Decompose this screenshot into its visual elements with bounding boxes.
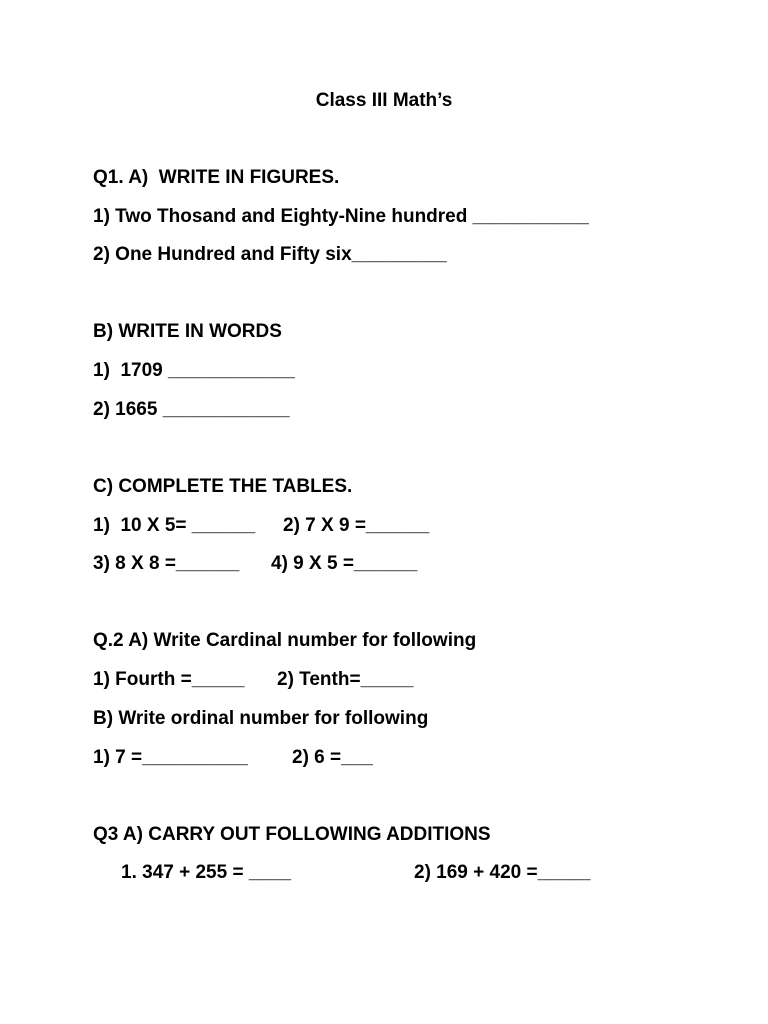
q2-a-item-1: 1) Fourth =_____ (93, 669, 245, 690)
q2-b-item-2: 2) 6 =___ (292, 747, 373, 768)
q1-c-heading: C) COMPLETE THE TABLES. (93, 476, 353, 497)
q3-heading: Q3 A) CARRY OUT FOLLOWING ADDITIONS (93, 824, 491, 845)
q1-b-heading: B) WRITE IN WORDS (93, 321, 282, 342)
q1-b-item-1: 1) 1709 ____________ (93, 360, 295, 381)
q3-item-1: 1. 347 + 255 = ____ (121, 862, 292, 883)
q3-item-2: 2) 169 + 420 =_____ (414, 862, 591, 883)
page-title: Class III Math’s (315, 90, 453, 111)
q2-a-item-2: 2) Tenth=_____ (277, 669, 414, 690)
q1-c-item-1: 1) 10 X 5= ______ (93, 515, 256, 536)
q1-c-item-3: 3) 8 X 8 =______ (93, 553, 240, 574)
q1-heading: Q1. A) WRITE IN FIGURES. (93, 167, 340, 188)
q1-c-item-4: 4) 9 X 5 =______ (271, 553, 418, 574)
q1-c-item-2: 2) 7 X 9 =______ (283, 515, 430, 536)
q2-b-item-1: 1) 7 =__________ (93, 747, 248, 768)
q1-item-1: 1) Two Thosand and Eighty-Nine hundred ___________ (93, 206, 589, 227)
q2-a-heading: Q.2 A) Write Cardinal number for following (93, 630, 477, 651)
q1-b-item-2: 2) 1665 ____________ (93, 399, 290, 420)
q2-b-heading: B) Write ordinal number for following (93, 708, 429, 729)
q1-item-2: 2) One Hundred and Fifty six_________ (93, 244, 447, 265)
